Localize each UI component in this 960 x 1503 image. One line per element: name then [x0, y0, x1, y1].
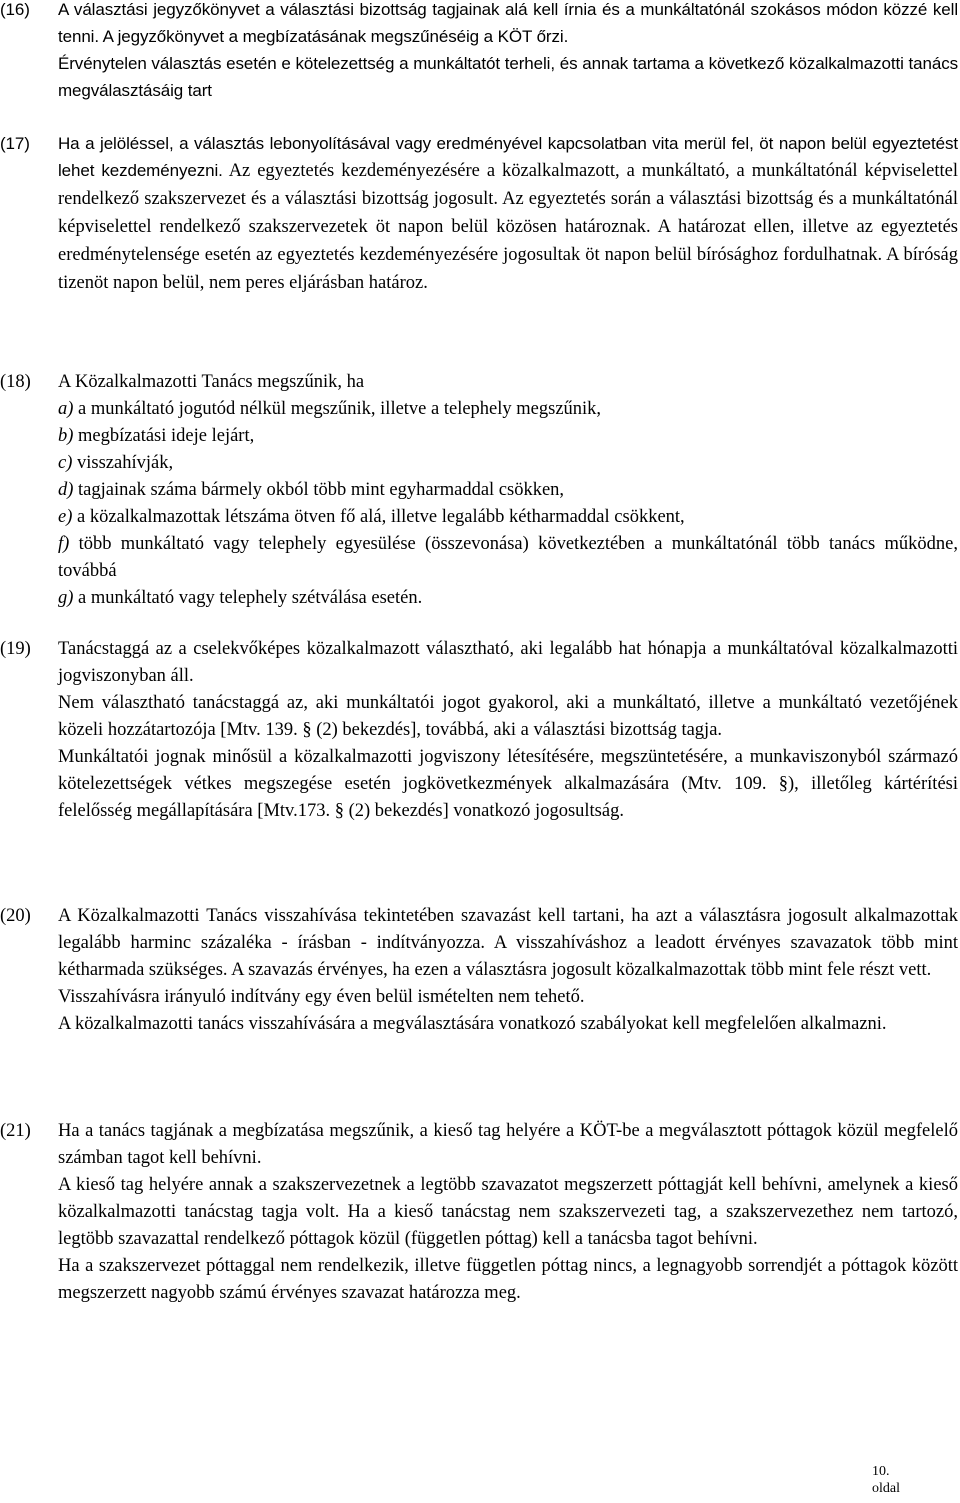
list-letter: d)	[58, 480, 74, 500]
paragraph-number: (18)	[0, 372, 31, 392]
list-item: e) a közalkalmazottak létszáma ötven fő alá, illetve legalább kétharmaddal csökkent,	[58, 507, 685, 527]
page-number: 10.	[872, 1464, 890, 1479]
paragraph-text: A választási jegyzőkönyvet a választási bizottság tagjainak alá kell írnia és a munkáltatónál szokásos módon közzé kell tenni. A jegyzőkönyvet a megbízatásának megszűnéséig a KÖT őrzi.	[58, 0, 958, 46]
page-footer	[872, 1463, 900, 1497]
paragraph-text: Érvénytelen választás esetén e kötelezettség a munkáltatót terheli, és annak tartama a következő közalkalmazotti tanács megválasztásáig tart	[58, 54, 958, 100]
paragraph-text: Tanácstaggá az a cselekvőképes közalkalmazott választható, aki legalább hat hónapja a munkáltatóval közalkalmazotti jogviszonyban áll.	[58, 639, 958, 686]
paragraph-text: Ha a tanács tagjának a megbízatása megszűnik, a kieső tag helyére a KÖT-be a megválasztott póttagok közül megfelelő számban tagot kell behívni.	[58, 1121, 958, 1168]
paragraph-text: Ha a szakszervezet póttaggal nem rendelkezik, illetve független póttag nincs, a legnagyobb sorrendjét a póttagok között megszerzett nagyobb számú érvényes szavazat határozza meg.	[58, 1256, 958, 1303]
list-letter: g)	[58, 588, 74, 608]
paragraph-18	[0, 369, 958, 612]
list-letter: a)	[58, 399, 74, 419]
paragraph-text: A Közalkalmazotti Tanács visszahívása tekintetében szavazást kell tartani, ha azt a választásra jogosult alkalmazottak legalább harminc százaléka - írásban - indítványozza. A visszahíváshoz a leadott érvényes szavazatok több mint kétharmada szükséges. A szavazás érvényes, ha ezen a választásra jogosult közalkalmazottak több mint fele részt vett.	[58, 906, 958, 980]
paragraph-text: Az egyeztetés kezdeményezésére a közalkalmazott, a munkáltató, a munkáltatónál képviselettel rendelkező szakszervezet és a választási bizottság jogosult. Az egyeztetés során a választási bizottság és a munkáltatónál képviselettel rendelkező szakszervezetek öt napon belül közösen határoznak. A határozat ellen, illetve az egyeztetés eredménytelensége esetén az egyeztetés kezdeményezésére jogosultak öt napon belül bírósághoz fordulhatnak. A bíróság tizenöt napon belül, nem peres eljárásban határoz.	[58, 161, 958, 293]
paragraph-text: Ha a jelöléssel, a választás lebonyolításával vagy eredményével kapcsolatban vita merül fel, öt napon belül egyeztetést lehet kezdeményezni.	[58, 134, 958, 180]
list-letter: f)	[58, 534, 70, 554]
paragraph-21	[0, 1118, 958, 1307]
paragraph-number: (19)	[0, 639, 31, 659]
paragraph-text: A kieső tag helyére annak a szakszervezetnek a legtöbb szavazatot megszerzett póttagját kell behívni, amelynek a kieső közalkalmazotti tanácstag tagja volt. Ha a kieső tanácstag nem szakszervezeti tag, a szakszervezethez nem tartozó, legtöbb szavazattal rendelkező póttagok közül (független póttag) kell a tanácsba tagot behívni.	[58, 1175, 958, 1249]
paragraph-text: Nem választható tanácstaggá az, aki munkáltatói jogot gyakorol, aki a munkáltató, illetve a munkáltató vezetőjének közeli hozzátartozója [Mtv. 139. § (2) bekezdés], továbbá, aki a választási bizottság tagja.	[58, 693, 958, 740]
paragraph-text: Visszahívásra irányuló indítvány egy éven belül ismételten nem tehető.	[58, 987, 585, 1007]
paragraph-20	[0, 903, 958, 1038]
paragraph-number: (17)	[0, 134, 30, 153]
paragraph-number: (20)	[0, 906, 31, 926]
list-item: d) tagjainak száma bármely okból több mint egyharmaddal csökken,	[58, 480, 565, 500]
paragraph-text: Munkáltatói jognak minősül a közalkalmazotti jogviszony létesítésére, megszüntetésére, a munkaviszonyból származó kötelezettségek vétkes megszegése esetén jogkövetkezmények alkalmazására (Mtv. 109. §), illetőleg kártérítési felelősség megállapítására [Mtv.173. § (2) bekezdés] vonatkozó jogosultság.	[58, 747, 958, 821]
paragraph-19	[0, 636, 958, 825]
page-label: oldal	[872, 1481, 900, 1496]
paragraph-number: (16)	[0, 0, 30, 19]
list-letter: c)	[58, 453, 73, 473]
list-item: f) több munkáltató vagy telephely egyesülése (összevonása) következtében a munkáltatónál több tanács működne, továbbá	[58, 534, 958, 581]
list-item: c) visszahívják,	[58, 453, 174, 473]
list-item: g) a munkáltató vagy telephely szétválása esetén.	[58, 588, 423, 608]
list-letter: e)	[58, 507, 73, 527]
list-letter: b)	[58, 426, 74, 446]
paragraph-text: A közalkalmazotti tanács visszahívására a megválasztására vonatkozó szabályokat kell megfelelően alkalmazni.	[58, 1014, 887, 1034]
paragraph-16	[0, 0, 958, 104]
paragraph-text: A Közalkalmazotti Tanács megszűnik, ha	[58, 372, 365, 392]
list-item: a) a munkáltató jogutód nélkül megszűnik, illetve a telephely megszűnik,	[58, 399, 602, 419]
paragraph-17	[0, 130, 958, 297]
list-item: b) megbízatási ideje lejárt,	[58, 426, 255, 446]
paragraph-number: (21)	[0, 1121, 31, 1141]
